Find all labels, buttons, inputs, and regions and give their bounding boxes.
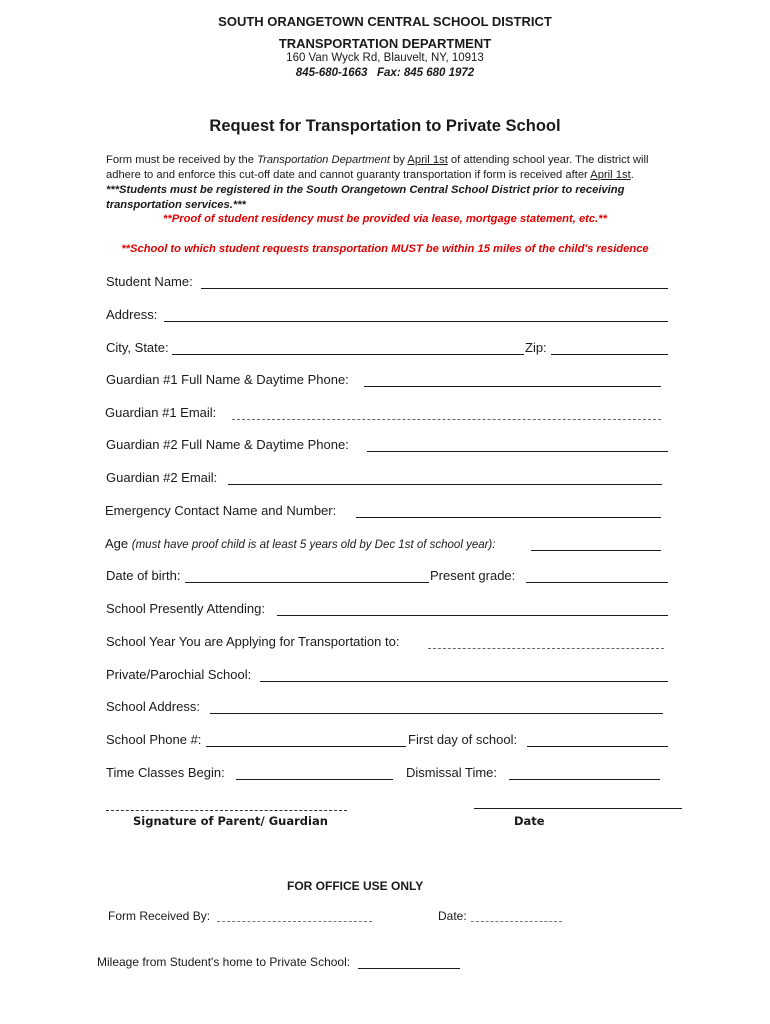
school-year-label: School Year You are Applying for Transportation to: [106, 634, 400, 649]
signature-date-label: Date [514, 814, 545, 828]
dismissal-field[interactable] [509, 779, 660, 780]
grade-field[interactable] [526, 582, 668, 583]
private-school-field[interactable] [260, 681, 668, 682]
office-date-label: Date: [438, 909, 467, 923]
guardian1-name-label: Guardian #1 Full Name & Daytime Phone: [106, 372, 349, 387]
address-field[interactable] [164, 321, 668, 322]
guardian2-email-label: Guardian #2 Email: [106, 470, 218, 485]
class-begin-field[interactable] [236, 779, 393, 780]
school-phone-label: School Phone #: [106, 732, 202, 747]
district-address: 160 Van Wyck Rd, Blauvelt, NY, 10913 [286, 52, 484, 64]
dob-field[interactable] [185, 582, 429, 583]
guardian2-name-field[interactable] [367, 451, 668, 452]
form-title: Request for Transportation to Private School [209, 117, 561, 135]
zip-field[interactable] [551, 354, 668, 355]
private-school-label: Private/Parochial School: [106, 667, 252, 682]
residency-proof-note: **Proof of student residency must be provided via lease, mortgage statement, etc.** [163, 213, 607, 225]
current-school-field[interactable] [277, 615, 668, 616]
school-year-field[interactable] [428, 648, 664, 649]
emergency-contact-field[interactable] [356, 517, 661, 518]
school-phone-field[interactable] [206, 746, 406, 747]
office-date-field[interactable] [471, 921, 562, 922]
guardian1-email-field[interactable] [232, 419, 661, 420]
first-day-field[interactable] [527, 746, 668, 747]
guardian2-name-label: Guardian #2 Full Name & Daytime Phone: [106, 437, 349, 452]
mileage-label: Mileage from Student's home to Private School: [97, 955, 351, 969]
dob-label: Date of birth: [106, 568, 181, 583]
class-begin-label: Time Classes Begin: [106, 765, 225, 780]
school-address-label: School Address: [106, 699, 200, 714]
guardian1-name-field[interactable] [364, 386, 661, 387]
guardian2-email-field[interactable] [228, 484, 662, 485]
office-use-heading: FOR OFFICE USE ONLY [287, 879, 424, 893]
grade-label: Present grade: [430, 568, 516, 583]
school-address-field[interactable] [210, 713, 663, 714]
zip-label: Zip: [525, 340, 547, 355]
current-school-label: School Presently Attending: [106, 601, 265, 616]
student-name-field[interactable] [201, 288, 668, 289]
mileage-field[interactable] [358, 968, 460, 969]
city-state-label: City, State: [106, 340, 169, 355]
address-label: Address: [106, 307, 158, 322]
signature-date-field[interactable] [474, 808, 682, 809]
district-contact: 845-680-1663 Fax: 845 680 1972 [295, 67, 475, 79]
district-name: SOUTH ORANGETOWN CENTRAL SCHOOL DISTRICT [218, 14, 552, 29]
department-name: TRANSPORTATION DEPARTMENT [278, 36, 492, 51]
dismissal-label: Dismissal Time: [406, 765, 498, 780]
student-name-label: Student Name: [106, 274, 193, 289]
distance-warning: **School to which student requests transportation MUST be within 15 miles of the child's residence [121, 243, 649, 255]
received-by-label: Form Received By: [108, 909, 211, 923]
signature-field[interactable] [106, 810, 347, 811]
emergency-contact-label: Emergency Contact Name and Number: [105, 503, 337, 518]
signature-label: Signature of Parent/ Guardian [133, 814, 328, 828]
age-field[interactable] [531, 550, 661, 551]
received-by-field[interactable] [217, 921, 372, 922]
age-label: Age (must have proof child is at least 5 years old by Dec 1st of school year): [105, 536, 496, 551]
first-day-label: First day of school: [408, 732, 518, 747]
city-state-field[interactable] [172, 354, 524, 355]
intro-paragraph: Form must be received by the Transportation Department by April 1st of attending school year. The district will adhere to and enforce this cut-off date and cannot guaranty transportation if form is received after April 1st. ***Students must be registered in the South Orangetown Central School District prior to receiving transportation services.*** [106, 154, 649, 211]
guardian1-email-label: Guardian #1 Email: [105, 405, 217, 420]
